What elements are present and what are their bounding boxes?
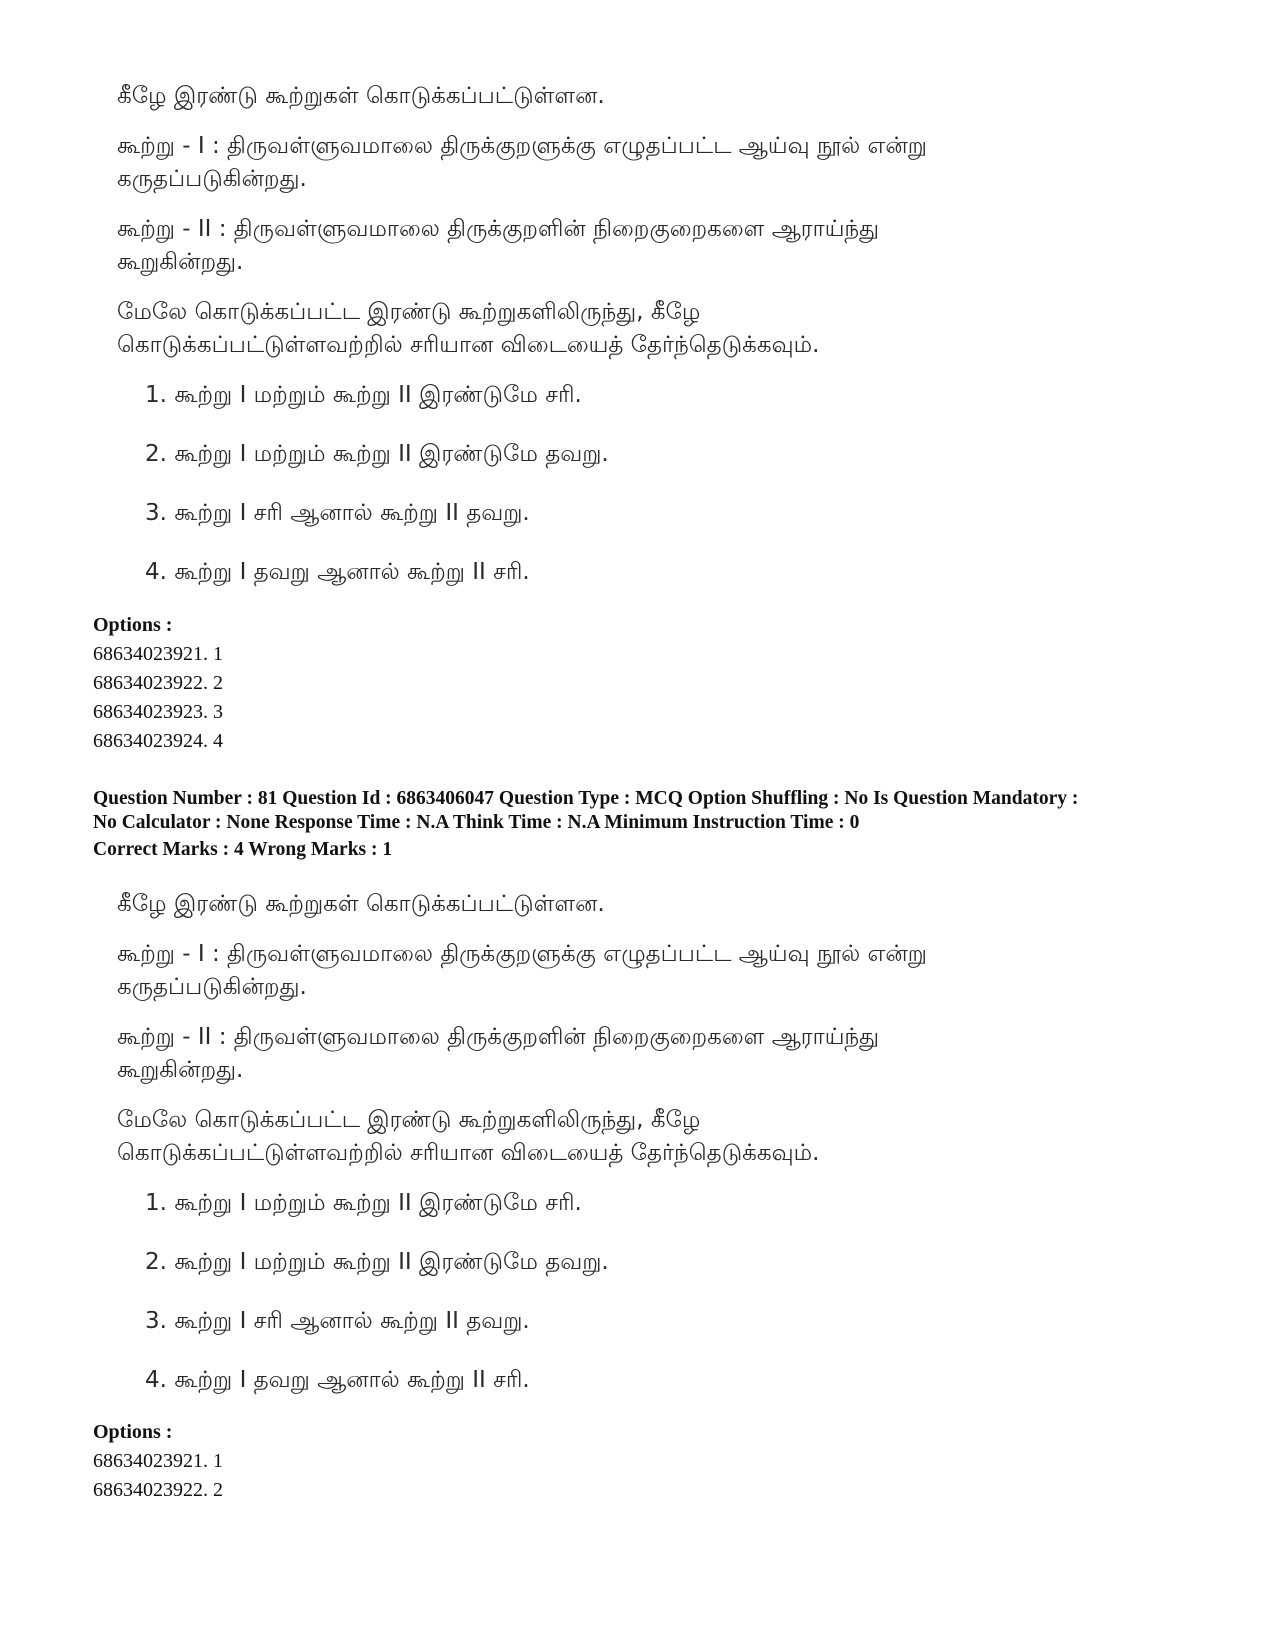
instruction-line-1: மேலே கொடுக்கப்பட்ட இரண்டு கூற்றுகளிலிருந்து, கீழே [117,299,701,325]
instruction [117,1104,1197,1170]
question-body-1 [117,80,1197,615]
choice-text: கூற்று I சரி ஆனால் கூற்று II தவறு. [174,500,530,526]
statement-1-line-2: கருதப்படுகின்றது. [117,974,307,1000]
choice-text: கூற்று I மற்றும் கூற்று II இரண்டுமே சரி. [174,382,582,408]
choice-number: 3. [145,500,167,526]
choice-number: 4. [145,559,167,585]
choice-text: கூற்று I சரி ஆனால் கூற்று II தவறு. [174,1308,530,1334]
marks-line: Correct Marks : 4 Wrong Marks : 1 [93,839,393,860]
choice-item [145,497,1197,530]
statement-1 [117,938,1197,1004]
options-block-2 [93,1418,223,1505]
choice-text: கூற்று I மற்றும் கூற்று II இரண்டுமே தவறு. [174,1249,609,1275]
option-id: 68634023921. 1 [93,643,223,665]
instruction-line-1: மேலே கொடுக்கப்பட்ட இரண்டு கூற்றுகளிலிருந்து, கீழே [117,1107,701,1133]
choice-text: கூற்று I தவறு ஆனால் கூற்று II சரி. [174,559,530,585]
choice-item [145,556,1197,589]
statement-2 [117,213,1197,279]
choice-number: 1. [145,382,167,408]
instruction-line-2: கொடுக்கப்பட்டுள்ளவற்றில் சரியான விடையைத் தேர்ந்தெடுக்கவும். [117,332,820,358]
options-title: Options : [93,614,173,636]
question-meta-line-2: No Calculator : None Response Time : N.A Think Time : N.A Minimum Instruction Time : 0 [93,812,860,833]
choice-item [145,1364,1197,1397]
option-id: 68634023921. 1 [93,1450,223,1472]
options-title: Options : [93,1421,173,1443]
choice-text: கூற்று I தவறு ஆனால் கூற்று II சரி. [174,1367,530,1393]
choice-item [145,379,1197,412]
question-meta [93,787,1233,862]
question-intro: கீழே இரண்டு கூற்றுகள் கொடுக்கப்பட்டுள்ளன. [117,891,605,917]
statement-2-line-2: கூறுகின்றது. [117,1057,244,1083]
choice-number: 2. [145,441,167,467]
statement-1 [117,130,1197,196]
option-id: 68634023924. 4 [93,730,223,752]
choice-number: 1. [145,1190,167,1216]
statement-2-line-1: கூற்று - II : திருவள்ளுவமாலை திருக்குறளின் நிறைகுறைகளை ஆராய்ந்து [117,216,880,242]
statement-2-line-1: கூற்று - II : திருவள்ளுவமாலை திருக்குறளின் நிறைகுறைகளை ஆராய்ந்து [117,1024,880,1050]
question-intro: கீழே இரண்டு கூற்றுகள் கொடுக்கப்பட்டுள்ளன. [117,83,605,109]
statement-1-line-2: கருதப்படுகின்றது. [117,166,307,192]
option-id: 68634023922. 2 [93,672,223,694]
statement-1-line-1: கூற்று - I : திருவள்ளுவமாலை திருக்குறளுக்கு எழுதப்பட்ட ஆய்வு நூல் என்று [117,941,927,967]
option-id: 68634023923. 3 [93,701,223,723]
choice-item [145,1246,1197,1279]
choice-item [145,1305,1197,1338]
option-id: 68634023922. 2 [93,1479,223,1501]
choice-text: கூற்று I மற்றும் கூற்று II இரண்டுமே சரி. [174,1190,582,1216]
choice-list [145,1187,1197,1397]
statement-2-line-2: கூறுகின்றது. [117,249,244,275]
options-block-1 [93,611,223,756]
choice-text: கூற்று I மற்றும் கூற்று II இரண்டுமே தவறு. [174,441,609,467]
statement-1-line-1: கூற்று - I : திருவள்ளுவமாலை திருக்குறளுக்கு எழுதப்பட்ட ஆய்வு நூல் என்று [117,133,927,159]
statement-2 [117,1021,1197,1087]
question-body-2 [117,888,1197,1423]
instruction-line-2: கொடுக்கப்பட்டுள்ளவற்றில் சரியான விடையைத் தேர்ந்தெடுக்கவும். [117,1140,820,1166]
choice-number: 4. [145,1367,167,1393]
question-meta-line-1: Question Number : 81 Question Id : 6863406047 Question Type : MCQ Option Shuffling : No Is Question Mandatory : [93,788,1079,809]
instruction [117,296,1197,362]
choice-number: 3. [145,1308,167,1334]
choice-list [145,379,1197,589]
choice-item [145,438,1197,471]
choice-item [145,1187,1197,1220]
choice-number: 2. [145,1249,167,1275]
